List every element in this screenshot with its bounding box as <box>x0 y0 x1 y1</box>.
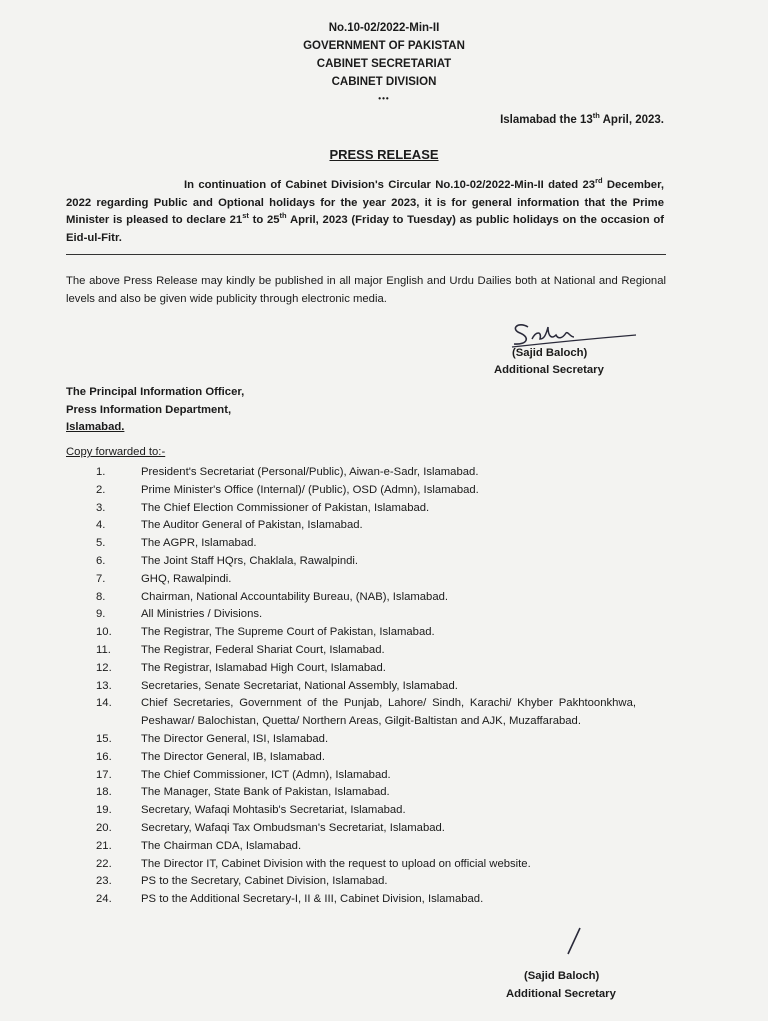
list-item-text: The Chairman CDA, Islamabad. <box>141 839 302 852</box>
list-item-number: 18. <box>96 786 112 799</box>
list-item-number: 15. <box>96 732 112 745</box>
list-item <box>96 517 636 535</box>
list-item-text: The Director General, ISI, Islamabad. <box>141 732 329 745</box>
para1-sup3: th <box>279 211 287 221</box>
list-item <box>96 731 636 749</box>
list-item-text: The Chief Election Commissioner of Pakistan, Islamabad. <box>141 501 430 514</box>
list-item-number: 11. <box>96 643 111 656</box>
list-item <box>96 820 636 838</box>
list-item-text: PS to the Secretary, Cabinet Division, Islamabad. <box>141 875 388 888</box>
list-item <box>96 802 636 820</box>
copy-forwarded-list <box>96 464 636 909</box>
list-item <box>96 695 636 731</box>
list-item-text: The Registrar, Federal Shariat Court, Islamabad. <box>141 643 385 656</box>
list-item-text: Chairman, National Accountability Bureau, (NAB), Islamabad. <box>141 590 449 603</box>
para1-sup1: rd <box>595 176 603 186</box>
list-item-number: 23. <box>96 875 112 888</box>
list-item <box>96 891 636 909</box>
list-item-text: The Registrar, The Supreme Court of Pakistan, Islamabad. <box>141 626 435 639</box>
list-item-number: 24. <box>96 893 112 906</box>
list-item-number: 20. <box>96 821 112 834</box>
list-item <box>96 464 636 482</box>
signatory-name-footer: (Sajid Baloch) <box>524 970 600 982</box>
list-item-text: The Manager, State Bank of Pakistan, Islamabad. <box>141 786 390 799</box>
para1-sup2: st <box>242 211 249 221</box>
list-item-number: 5. <box>96 537 106 550</box>
list-item-number: 9. <box>96 608 106 621</box>
list-item-text: The Registrar, Islamabad High Court, Islamabad. <box>141 661 386 674</box>
list-item-number: 6. <box>96 554 106 567</box>
list-item-number: 17. <box>96 768 112 781</box>
list-item-number: 4. <box>96 519 106 532</box>
addressee-block <box>66 384 244 437</box>
list-item-number: 12. <box>96 661 112 674</box>
publication-request-paragraph: The above Press Release may kindly be published in all major English and Urdu Dailies both at National and Regional levels and also be given wide publicity through electronic media. <box>66 275 666 305</box>
list-item-text: Prime Minister's Office (Internal)/ (Public), OSD (Admn), Islamabad. <box>141 483 479 496</box>
list-item <box>96 500 636 518</box>
list-item-text: Secretary, Wafaqi Mohtasib's Secretariat, Islamabad. <box>141 804 406 817</box>
list-item <box>96 571 636 589</box>
list-item-text: Secretaries, Senate Secretariat, National Assembly, Islamabad. <box>141 679 458 692</box>
division-heading: CABINET DIVISION <box>331 76 437 88</box>
list-item-text: Secretary, Wafaqi Tax Ombudsman's Secretariat, Islamabad. <box>141 821 445 834</box>
list-item <box>96 482 636 500</box>
list-item-text: Chief Secretaries, Government of the Punjab, Lahore/ Sindh, Karachi/ Khyber Pakhtoonkhwa, Peshawar/ Balochistan, Quetta/ Northern Areas, Gilgit-Baltistan and AJK, Muzaffarabad. <box>141 697 636 728</box>
list-item-number: 10. <box>96 626 112 639</box>
list-item-text: The Joint Staff HQrs, Chaklala, Rawalpindi. <box>141 554 359 567</box>
file-reference-number: No.10-02/2022-Min-II <box>328 22 440 34</box>
signatory-name: (Sajid Baloch) <box>512 347 588 359</box>
list-item <box>96 589 636 607</box>
government-heading: GOVERNMENT OF PAKISTAN <box>303 40 465 52</box>
announcement-paragraph <box>66 177 664 247</box>
list-item-number: 7. <box>96 572 106 585</box>
list-item <box>96 678 636 696</box>
list-item-text: The Director General, IB, Islamabad. <box>141 750 325 763</box>
list-item-text: The Director IT, Cabinet Division with the request to upload on official website. <box>141 857 531 870</box>
list-item <box>96 767 636 785</box>
list-item-number: 3. <box>96 501 106 514</box>
header-dots: ••• <box>378 94 390 103</box>
addressee-line-3: Islamabad. <box>66 421 125 433</box>
list-item-number: 2. <box>96 483 106 496</box>
list-item-text: The Auditor General of Pakistan, Islamabad. <box>141 519 363 532</box>
list-item-number: 21. <box>96 839 112 852</box>
para1-part1: In continuation of Cabinet Division's Circular No.10-02/2022-Min-II dated 23 <box>184 179 596 191</box>
list-item-number: 1. <box>96 466 106 478</box>
list-item <box>96 749 636 767</box>
list-item <box>96 606 636 624</box>
date-prefix: Islamabad the 13 <box>500 114 593 126</box>
list-item <box>96 660 636 678</box>
list-item-text: The AGPR, Islamabad. <box>141 537 257 550</box>
page-title: PRESS RELEASE <box>329 147 439 162</box>
signature-image <box>508 317 638 349</box>
secretariat-heading: CABINET SECRETARIAT <box>316 58 452 70</box>
section-divider <box>66 254 666 255</box>
initials-mark <box>564 926 584 956</box>
list-item-number: 8. <box>96 590 106 603</box>
list-item-text: All Ministries / Divisions. <box>141 608 263 621</box>
list-item <box>96 838 636 856</box>
list-item-number: 22. <box>96 857 112 870</box>
date-suffix: April, 2023. <box>599 114 664 126</box>
para1-part2: December, 2022 regarding Public and Optional holidays for the year 2023, it is for general information that the Prime Minister is pleased to declare 21 <box>66 179 664 226</box>
list-item <box>96 873 636 891</box>
para1-part4: April, 2023 (Friday to Tuesday) as public holidays on the occasion of Eid-ul-Fitr. <box>66 214 664 244</box>
para1-part3: to 25 <box>248 214 280 226</box>
list-item-text: GHQ, Rawalpindi. <box>141 572 232 585</box>
list-item <box>96 535 636 553</box>
list-item-text: The Chief Commissioner, ICT (Admn), Islamabad. <box>141 768 391 781</box>
list-item <box>96 784 636 802</box>
list-item <box>96 624 636 642</box>
addressee-line-2: Press Information Department, <box>66 403 232 416</box>
copy-forwarded-label: Copy forwarded to:- <box>66 446 166 458</box>
date-line <box>500 111 664 126</box>
addressee-line-1: The Principal Information Officer, <box>66 386 245 398</box>
list-item-text: PS to the Additional Secretary-I, II & III, Cabinet Division, Islamabad. <box>141 893 484 906</box>
list-item-number: 13. <box>96 679 112 692</box>
signatory-designation: Additional Secretary <box>494 364 604 376</box>
date-sup: th <box>592 111 600 121</box>
list-item <box>96 553 636 571</box>
list-item-number: 16. <box>96 750 112 763</box>
list-item <box>96 642 636 660</box>
list-item-text: President's Secretariat (Personal/Public), Aiwan-e-Sadr, Islamabad. <box>141 466 479 478</box>
list-item-number: 14. <box>96 697 112 710</box>
list-item <box>96 856 636 874</box>
signatory-designation-footer: Additional Secretary <box>506 988 616 1000</box>
list-item-number: 19. <box>96 804 112 817</box>
